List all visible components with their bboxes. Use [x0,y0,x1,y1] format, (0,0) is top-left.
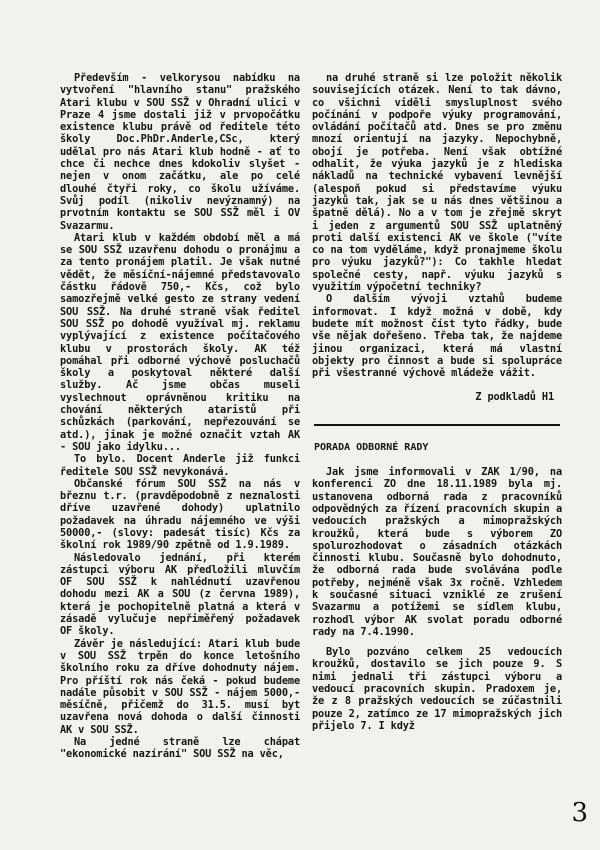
paragraph: To bylo. Docent Anderle již funkci ředitele SOU SSŽ nevykonává. [60,453,300,478]
paragraph: na druhé straně si lze položit několik souvisejících otázek. Není to tak dávno, co všichni viděli smysluplnost svého počínání v podpoře výuky programování, ovládání počítačů atd. Dnes se pro změnu mnozí orientují na jazyky. Nepochybně, obojí je potřeba. Není však obtížné odhalit, že výuka jazyků je z hlediska nákladů na technické vybavení levnější (alespoň pokud si představíme výuku jazyků tak, jak se u nás dnes většinou a špatně dělá). No a v tom je zřejmě skryt i jeden z argumentů SOU SSŽ uplatněný proti další existenci AK ve škole ("víte co na tom vyděláme, když pronajmeme školu pro výuku jazyků?"): Co takhle hledat společné cesty, např. výuku jazyků s využitím výpočetní techniky? [312,72,562,294]
paragraph: Bylo pozváno celkem 25 vedoucích kroužků, dostavilo se jich pouze 9. S nimi jednali tři zástupci výboru a vedoucí pracovních skupin. Pradoxem je, že z 8 pražských vedoucích se zúčastnili pouze 2, zatímco ze 17 mimopražských jich přijelo 7. I když [312,646,562,732]
paragraph: O dalším vývoji vztahů budeme informovat. I když možná v době, kdy budete mít možnost číst tyto řádky, bude vše nějak dořešeno. Třeba tak, že najdeme jinou organizaci, která má vlastní objekty pro činnost a bude si spolupráce při všestranné výchově mládeže vážit. [312,293,562,380]
paragraph: Na jedné straně lze chápat "ekonomické nazírání" SOU SSŽ na věc, [60,736,300,761]
paragraph: Závěr je následující: Atari klub bude v SOU SSŽ trpěn do konce letošního školního roku za dříve dohodnuty nájem. Pro příští rok nás čeká - pokud budeme nadále působit v SOU SSŽ - nájem 5000,- měsíčně, přičemž do 31.5. musí byt uzavřena nová dohoda o další činnosti AK v SOU SSŽ. [60,637,300,736]
left-column [60,72,300,761]
article-source: Z podkladů H1 [475,391,554,404]
paragraph-gap [312,638,562,646]
paragraph: Především - velkorysou nabídku na vytvoření "hlavního stanu" pražského Atari klubu v SOU SSŽ v Ohradní ulici v Praze 4 jsme dostali již v prvopočátku existence klubu právě od ředitele této školy Doc.PhDr.Anderle,CSc, který udělal pro nás Atari klub hodně - ať to chce či nechce dnes kdokoliv slyšet - nejen v onom začátku, ale po celé dlouhé čtyři roky, co školu užíváme. Svůj podíl (nikoliv nevýznamný) na prvotním kontaktu se SOU SSŽ měl i OV Svazarmu. [60,72,300,232]
page-number: 3 [571,798,588,828]
section-divider [314,424,560,426]
article-heading: PORADA ODBORNÉ RADY [314,441,429,453]
paragraph: Jak jsme informovali v ZAK 1/90, na konferenci ZO dne 18.11.1989 byla mj. ustanovena odborná rada z pracovníků odpovědných za řízení pracovních skupin a vedoucích pražských a mimopražských kroužků, která bude s výborem ZO spolurozhodovat o zásadních otázkách činnosti klubu. Současně bylo dohodnuto, že odborná rada bude svolávána podle potřeby, nejméně však 3x ročně. Vzhledem k současné situaci vzniklé ze zrušení Svazarmu a potížemi se sídlem klubu, rozhodl výbor AK svolat poradu odborné rady na 7.4.1990. [312,466,562,638]
paragraph: Následovalo jednání, při kterém zástupci výboru AK předložili mluvčím OF SOU SSŽ k nahlédnutí uzavřenou dohodu mezi AK a SOU (z června 1989), která je pochopitelně platná a která v zásadě vylučuje nepřiměřený požadavek OF školy. [60,551,300,638]
paragraph: Atari klub v každém období měl a má se SOU SSŽ uzavřenu dohodu o pronájmu a za tento pronájem platil. Je však nutné vědět, že měsíční-nájemné představovalo částku řádově 750,- Kčs, což bylo samozřejmě velké gesto ze strany vedení SOU SSŽ. Na druhé straně však ředitel SOU SSŽ po dohodě využíval mj. reklamu vyplývající z existence počítačového klubu v prostorách školy. AK též pomáhal při odborné výchově posluchačů školy a poskytoval některé další služby. Ač jsme občas museli vyslechnout oprávněnou kritiku na chování některých ataristů při schůzkách (parkování, nepřezouvání se atd.), jinak je možné označit vztah AK - SOU jako idylku... [60,231,300,453]
right-column [312,72,562,732]
paragraph: Občanské fórum SOU SSŽ na nás v březnu t.r. (pravděpodobně z neznalosti dříve uzavřené dohody) uplatnilo požadavek na úhradu nájemného ve výši 50000,- (slovy: padesát tisíc) Kčs za školní rok 1989/90 zpětně od 1.9.1989. [60,477,300,552]
